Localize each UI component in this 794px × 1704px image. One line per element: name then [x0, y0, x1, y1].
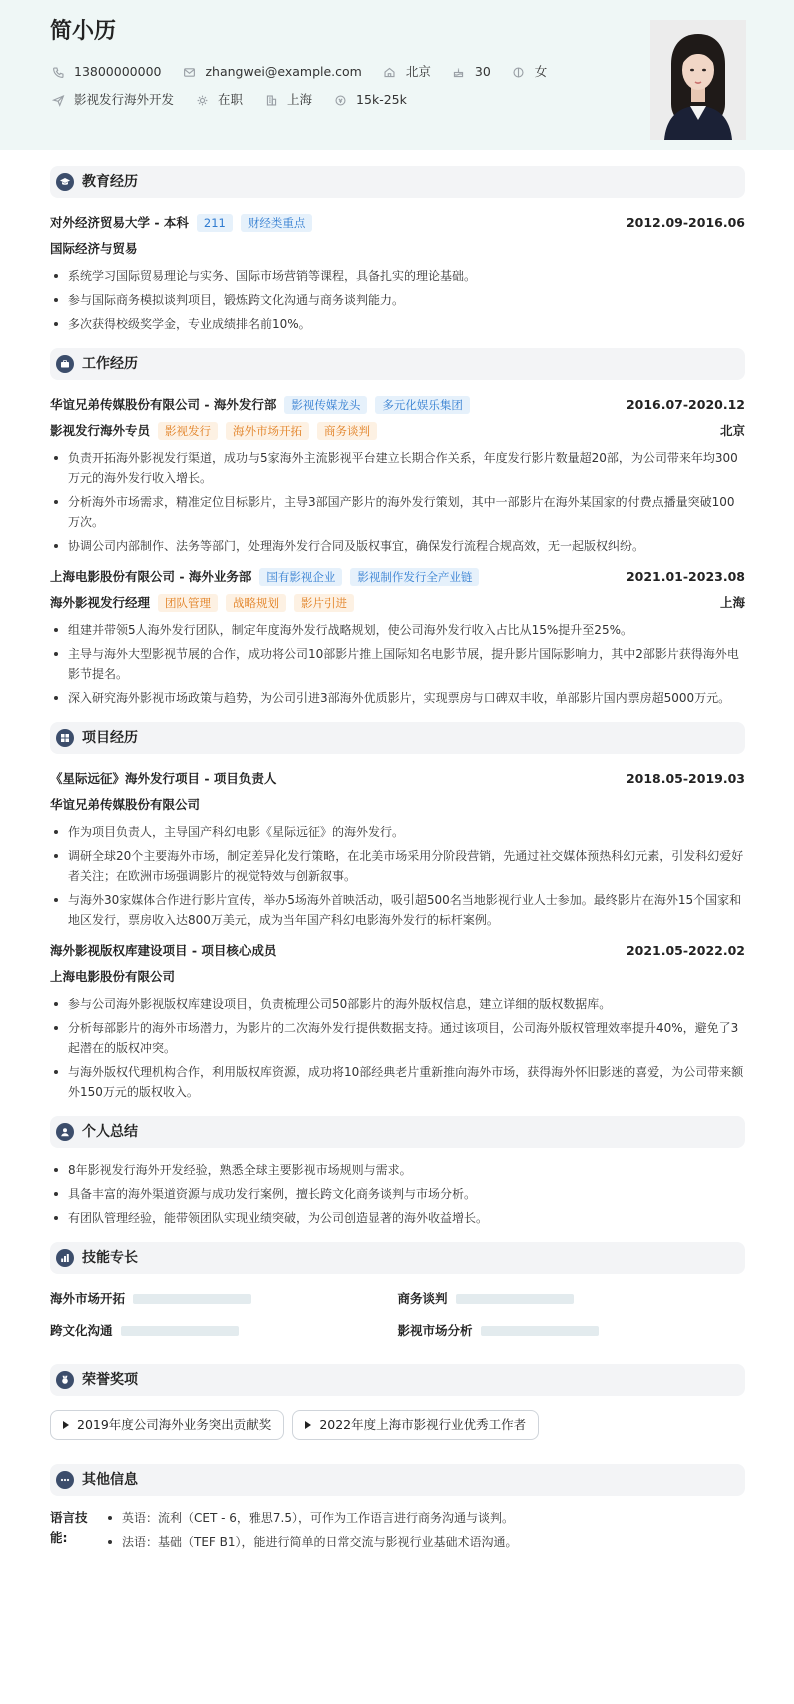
skill-name: 跨文化沟通: [50, 1322, 113, 1338]
award-item: [50, 1410, 284, 1440]
school-name: 对外经济贸易大学 - 本科: [50, 214, 189, 230]
project-bullets: [50, 994, 745, 1102]
briefcase-icon: [56, 355, 74, 373]
company-name: 华谊兄弟传媒股份有限公司 - 海外发行部: [50, 396, 277, 412]
grid-icon: [56, 729, 74, 747]
cake-icon: [451, 64, 467, 80]
work-bullets: [50, 620, 745, 708]
education-section-header: [50, 166, 745, 198]
resume-header: [0, 0, 794, 150]
award-text: 2019年度公司海外业务突出贡献奖: [77, 1416, 272, 1432]
list-item: 英语：流利（CET - 6，雅思7.5），可作为工作语言进行商务沟通与谈判。: [104, 1508, 518, 1528]
other-title: 其他信息: [82, 1471, 138, 1488]
chart-bar-icon: [56, 1249, 74, 1267]
work-location: 北京: [719, 422, 745, 438]
education-section: [50, 166, 745, 334]
school-tag: 财经类重点: [241, 214, 313, 232]
project-date: 2018.05-2019.03: [625, 770, 745, 786]
work-date: 2016.07-2020.12: [625, 396, 745, 412]
building-icon: [263, 92, 279, 108]
company-name: 上海电影股份有限公司 - 海外业务部: [50, 568, 252, 584]
portrait-illustration: [650, 20, 746, 140]
education-title: 教育经历: [82, 173, 138, 190]
list-item: 组建并带领5人海外发行团队，制定年度海外发行战略规划，使公司海外发行收入占比从15%提升至25%。: [50, 620, 745, 640]
medal-icon: [56, 1371, 74, 1389]
skills-section: [50, 1242, 745, 1350]
target-city-text: 上海: [287, 91, 313, 107]
project-entry-header: [50, 938, 745, 964]
project-org: 华谊兄弟传媒股份有限公司: [50, 797, 201, 812]
list-item: 分析每部影片的海外市场潜力，为影片的二次海外发行提供数据支持。通过该项目，公司海外版权管理效率提升40%，避免了3起潜在的版权冲突。: [50, 1018, 745, 1058]
work-date: 2021.01-2023.08: [625, 568, 745, 584]
list-item: 8年影视发行海外开发经验，熟悉全球主要影视市场规则与需求。: [50, 1160, 745, 1180]
project-date: 2021.05-2022.02: [625, 942, 745, 958]
awards-section: [50, 1364, 745, 1450]
skill-bar: [121, 1326, 239, 1336]
position-tag: 团队管理: [158, 594, 218, 612]
list-item: 参与公司海外影视版权库建设项目，负责梳理公司50部影片的海外版权信息，建立详细的版权数据库。: [50, 994, 745, 1014]
award-item: [292, 1410, 539, 1440]
major: 国际经济与贸易: [50, 241, 138, 256]
other-section: [50, 1464, 745, 1556]
more-icon: [56, 1471, 74, 1489]
list-item: 与海外30家媒体合作进行影片宣传，举办5场海外首映活动，吸引超500名当地影视行业人士参加。最终影片在海外15个国家和地区发行，票房收入达800万美元，成为当年国产科幻电影海外发行的标杆案例。: [50, 890, 745, 930]
school-tag: 211: [197, 214, 233, 232]
profile-photo: [650, 20, 746, 140]
skills-section-header: [50, 1242, 745, 1274]
email-info: [181, 63, 361, 82]
summary-title: 个人总结: [82, 1123, 138, 1140]
list-item: 主导与海外大型影视节展的合作，成功将公司10部影片推上国际知名电影节展，提升影片国际影响力，其中2部影片获得海外电影节提名。: [50, 644, 745, 684]
work-entry-header: [50, 392, 745, 418]
work-entry-header: [50, 564, 745, 590]
age-text: 30: [474, 63, 491, 79]
skill-bar: [133, 1294, 251, 1304]
salary-text: 15k-25k: [356, 91, 407, 107]
company-tag: 国有影视企业: [259, 568, 342, 586]
list-item: 作为项目负责人，主导国产科幻电影《星际远征》的海外发行。: [50, 822, 745, 842]
intention-row: [50, 86, 746, 114]
language-list: [104, 1508, 518, 1556]
work-position-row: [50, 590, 745, 616]
company-tag: 多元化娱乐集团: [375, 396, 470, 414]
list-item: 分析海外市场需求，精准定位目标影片，主导3部国产影片的海外发行策划，其中一部影片在海外某国家的付费点播量突破100万次。: [50, 492, 745, 532]
language-label: 语言技能:: [50, 1510, 88, 1545]
work-title: 工作经历: [82, 355, 138, 372]
project-entry-header: [50, 766, 745, 792]
list-item: 有团队管理经验，能带领团队实现业绩突破，为公司创造显著的海外收益增长。: [50, 1208, 745, 1228]
list-item: 系统学习国际贸易理论与实务、国际市场营销等课程，具备扎实的理论基础。: [50, 266, 745, 286]
skill-item: [398, 1288, 746, 1310]
position-tag: 海外市场开拓: [226, 422, 309, 440]
skill-item: [398, 1320, 746, 1342]
salary-info: [332, 91, 407, 110]
phone-icon: [50, 64, 66, 80]
skill-item: [50, 1320, 398, 1342]
project-bullets: [50, 822, 745, 930]
triangle-right-icon: [305, 1421, 311, 1429]
status-icon: [194, 92, 210, 108]
education-entry-header: [50, 210, 745, 236]
list-item: 深入研究海外影视市场政策与趋势，为公司引进3部海外优质影片，实现票房与口碑双丰收，单部影片国内票房超5000万元。: [50, 688, 745, 708]
graduation-cap-icon: [56, 173, 74, 191]
work-bullets: [50, 448, 745, 556]
gender-text: 女: [534, 63, 548, 79]
city-text: 北京: [405, 63, 431, 79]
project-org: 上海电影股份有限公司: [50, 969, 176, 984]
work-location: 上海: [719, 594, 745, 610]
target-city-info: [263, 91, 312, 110]
education-bullets: [50, 266, 745, 334]
work-section-header: [50, 348, 745, 380]
position-tag: 战略规划: [226, 594, 286, 612]
language-skills: [50, 1508, 745, 1556]
summary-section: [50, 1116, 745, 1228]
position-name: 影视发行海外专员: [50, 422, 151, 438]
skill-bar: [456, 1294, 574, 1304]
award-text: 2022年度上海市影视行业优秀工作者: [319, 1416, 527, 1432]
company-tag: 影视制作发行全产业链: [350, 568, 479, 586]
home-icon: [382, 64, 398, 80]
status-info: [194, 91, 243, 110]
position-name: 海外影视发行经理: [50, 594, 151, 610]
summary-section-header: [50, 1116, 745, 1148]
job-target-info: [50, 91, 174, 110]
summary-bullets: [50, 1160, 745, 1228]
resume-body: [0, 150, 794, 1556]
skills-title: 技能专长: [82, 1249, 138, 1266]
contact-row: [50, 58, 746, 86]
list-item: 参与国际商务模拟谈判项目，锻炼跨文化沟通与商务谈判能力。: [50, 290, 745, 310]
job-target-text: 影视发行海外开发: [74, 91, 175, 107]
skill-name: 商务谈判: [397, 1290, 448, 1306]
list-item: 调研全球20个主要海外市场，制定差异化发行策略，在北美市场采用分阶段营销，先通过社交媒体预热科幻元素，引发科幻爱好者关注；在欧洲市场强调影片的视觉特效与创新叙事。: [50, 846, 745, 886]
list-item: 法语：基础（TEF B1），能进行简单的日常交流与影视行业基础术语沟通。: [104, 1532, 518, 1552]
position-tag: 商务谈判: [317, 422, 377, 440]
list-item: 具备丰富的海外渠道资源与成功发行案例，擅长跨文化商务谈判与市场分析。: [50, 1184, 745, 1204]
gender-info: [511, 63, 548, 82]
company-tag: 影视传媒龙头: [284, 396, 367, 414]
awards-title: 荣誉奖项: [82, 1371, 138, 1388]
awards-section-header: [50, 1364, 745, 1396]
gender-icon: [511, 64, 527, 80]
user-icon: [56, 1123, 74, 1141]
position-tag: 影视发行: [158, 422, 218, 440]
salary-icon: [332, 92, 348, 108]
send-icon: [50, 92, 66, 108]
skills-grid: [50, 1286, 745, 1350]
skill-item: [50, 1288, 398, 1310]
candidate-name: 简小历: [50, 19, 117, 44]
mail-icon: [181, 64, 197, 80]
skill-bar: [481, 1326, 599, 1336]
work-section: [50, 348, 745, 708]
awards-list: [50, 1408, 745, 1450]
projects-section-header: [50, 722, 745, 754]
phone-info: [50, 63, 161, 82]
status-text: 在职: [218, 91, 244, 107]
education-date: 2012.09-2016.06: [625, 214, 745, 230]
list-item: 与海外版权代理机构合作，利用版权库资源，成功将10部经典老片重新推向海外市场，获得海外怀旧影迷的喜爱，为公司带来额外150万元的版权收入。: [50, 1062, 745, 1102]
projects-section: [50, 722, 745, 1102]
list-item: 协调公司内部制作、法务等部门，处理海外发行合同及版权事宜，确保发行流程合规高效，无一起版权纠纷。: [50, 536, 745, 556]
triangle-right-icon: [63, 1421, 69, 1429]
work-position-row: [50, 418, 745, 444]
other-section-header: [50, 1464, 745, 1496]
city-info: [382, 63, 431, 82]
email-text: zhangwei@example.com: [205, 63, 362, 79]
skill-name: 影视市场分析: [397, 1322, 473, 1338]
list-item: 多次获得校级奖学金，专业成绩排名前10%。: [50, 314, 745, 334]
phone-text: 13800000000: [74, 63, 162, 79]
projects-title: 项目经历: [82, 729, 138, 746]
skill-name: 海外市场开拓: [50, 1290, 126, 1306]
project-name: 《星际远征》海外发行项目 - 项目负责人: [50, 770, 277, 786]
list-item: 负责开拓海外影视发行渠道，成功与5家海外主流影视平台建立长期合作关系，年度发行影片数量超20部，为公司带来年均300万元的海外发行收入增长。: [50, 448, 745, 488]
age-info: [451, 63, 491, 82]
position-tag: 影片引进: [294, 594, 354, 612]
project-name: 海外影视版权库建设项目 - 项目核心成员: [50, 942, 277, 958]
